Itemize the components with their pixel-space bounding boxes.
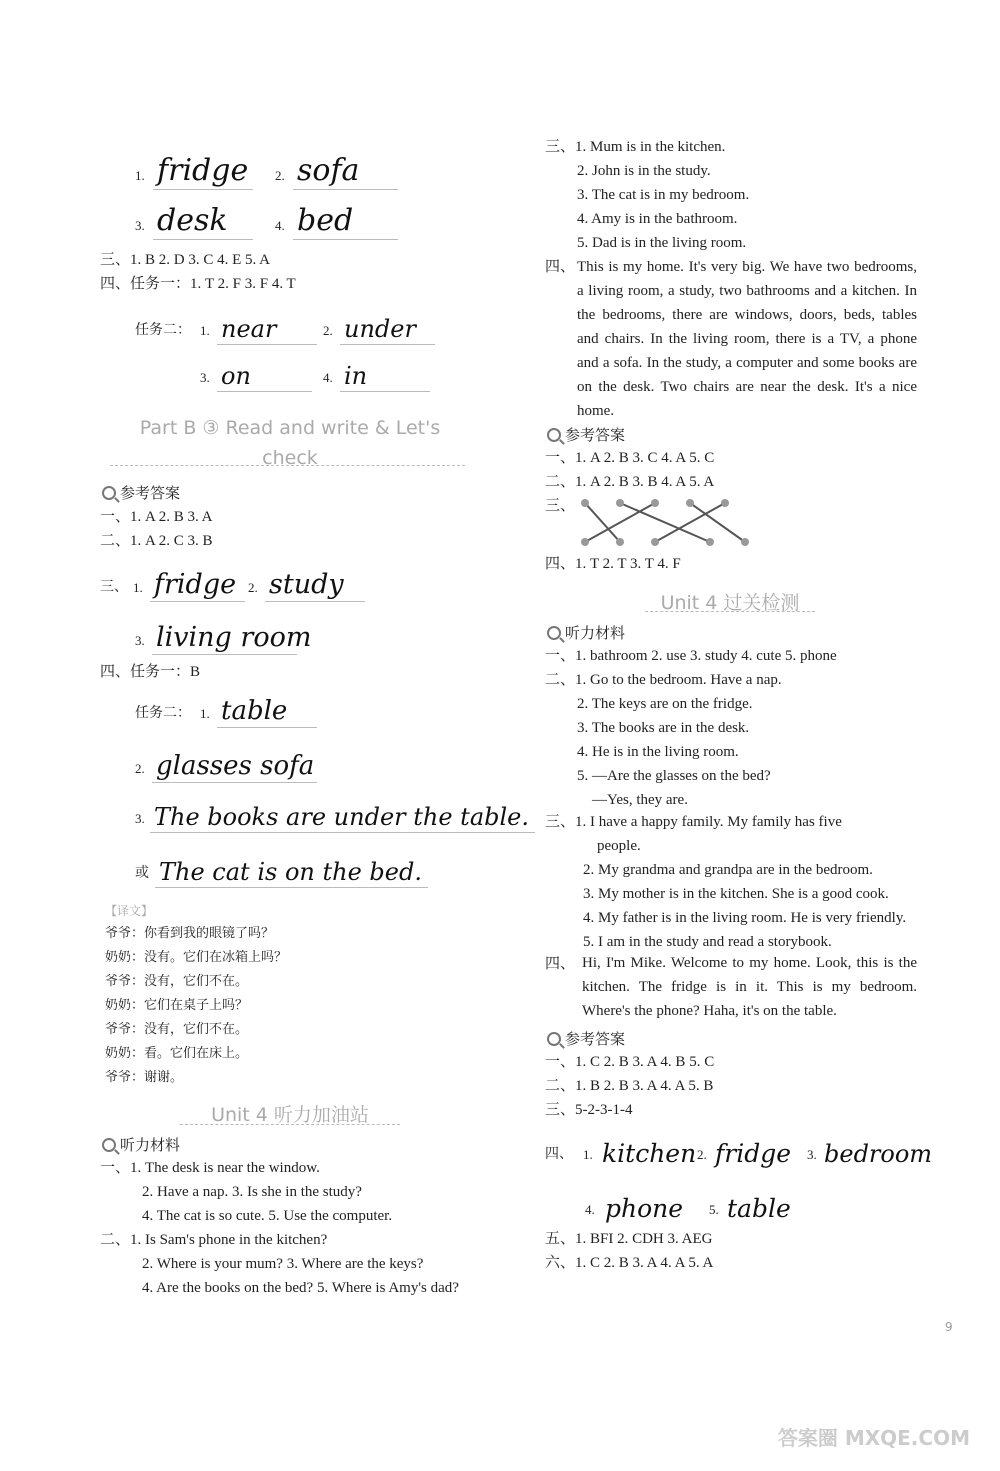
listen-line: 2. My grandma and grandpa are in the bedroom. <box>583 862 873 878</box>
answer-label-text: 参考答案 <box>120 484 181 502</box>
listen-line: 三、1. I have a happy family. My family has five <box>545 814 842 830</box>
listen-line: 5. I am in the study and read a storybook. <box>583 934 832 950</box>
listen-line: 3. The books are in the desk. <box>577 720 750 736</box>
search-icon <box>547 428 561 442</box>
hw-num: 2. <box>697 1147 707 1162</box>
listen-line: 4. Amy is in the bathroom. <box>577 211 738 227</box>
hw-row-11 <box>545 1125 933 1169</box>
hw-row-10 <box>135 850 480 888</box>
hw-word: sofa <box>293 153 398 190</box>
hw-word: under <box>340 315 435 345</box>
hw-num: 或 <box>135 866 149 881</box>
matching-diagram <box>575 495 755 550</box>
translation-line: 爷爷：没有，它们不在。 <box>105 974 249 989</box>
listen-label-text: 听力材料 <box>565 624 626 642</box>
hw-num: 1. <box>135 168 145 183</box>
translation-tag: 【译文】 <box>105 904 154 918</box>
section-prefix: 四、 <box>545 259 576 275</box>
hw-word: study <box>265 569 365 602</box>
listen-line: 4. The cat is so cute. 5. Use the computer. <box>142 1208 393 1224</box>
translation-line: 奶奶：没有。它们在冰箱上吗？ <box>105 950 288 965</box>
hw-word: bed <box>293 203 398 240</box>
match-dot <box>706 538 714 546</box>
translation-line: 爷爷：没有，它们不在。 <box>105 1022 249 1037</box>
hw-num: 2. <box>275 168 285 183</box>
hw-row-4 <box>200 357 460 392</box>
match-dot <box>581 538 589 546</box>
hw-word: table <box>217 696 317 728</box>
watermark: 答案圈 MXQE.COM <box>777 1426 970 1450</box>
hw-word: near <box>217 315 317 345</box>
hw-num: 1. <box>200 323 210 338</box>
hw-row-12 <box>585 1180 885 1224</box>
hw-word: bedroom <box>824 1140 933 1168</box>
listen-line: 三、1. Mum is in the kitchen. <box>545 139 726 155</box>
hw-row-3 <box>135 305 465 345</box>
answer-line: 三、5-2-3-1-4 <box>545 1102 633 1118</box>
hw-word: living room <box>152 622 297 655</box>
page-number: 9 <box>945 1320 953 1334</box>
listen-line: 5. —Are the glasses on the bed? <box>577 768 771 784</box>
hw-num: 4. <box>275 218 285 233</box>
section-title: check <box>262 447 318 469</box>
answer-line: 五、1. BFI 2. CDH 3. AEG <box>545 1231 713 1247</box>
divider <box>180 1124 400 1125</box>
answer-line: 四、任务一：B <box>100 664 201 680</box>
divider <box>110 465 465 466</box>
passage: This is my home. It's very big. We have two bedrooms, a living room, a study, two bathrooms and a kitchen. In the bedrooms, there are windows, doors, beds, tables and chairs. In the living room, there is a TV, a phone and a sofa. In the study, a computer and some books are on the desk. Two chairs are near the desk. It's a nice home. <box>577 259 917 419</box>
match-dot <box>686 499 694 507</box>
listen-line: 4. He is in the living room. <box>577 744 739 760</box>
listen-line: 3. My mother is in the kitchen. She is a good cook. <box>583 886 889 902</box>
answer-line: 二、1. A 2. C 3. B <box>100 533 213 549</box>
answer-label <box>547 1028 625 1049</box>
hw-num: 2. <box>135 761 145 776</box>
hw-num: 1. <box>583 1147 593 1162</box>
match-dot <box>721 499 729 507</box>
section-prefix: 四、 <box>545 956 576 972</box>
listen-line: 一、1. bathroom 2. use 3. study 4. cute 5. phone <box>545 648 837 664</box>
hw-num: 3. <box>135 811 145 826</box>
listen-line: 二、1. Go to the bedroom. Have a nap. <box>545 672 782 688</box>
passage: Hi, I'm Mike. Welcome to my home. Look, this is the kitchen. The fridge is in it. This is my bedroom. Where's the phone? Haha, it's on the table. <box>582 955 917 1019</box>
listen-line: 5. Dad is in the living room. <box>577 235 747 251</box>
translation-line: 奶奶：它们在桌子上吗？ <box>105 998 249 1013</box>
answer-line: 一、1. C 2. B 3. A 4. B 5. C <box>545 1054 715 1070</box>
match-dot <box>581 499 589 507</box>
listen-line: 4. My father is in the living room. He is very friendly. <box>583 910 907 926</box>
listen-line: people. <box>597 838 641 854</box>
hw-word: fridge <box>715 1139 792 1168</box>
match-dot <box>616 538 624 546</box>
listen-line: 4. Are the books on the bed? 5. Where is Amy's dad? <box>142 1280 459 1296</box>
answer-line: 六、1. C 2. B 3. A 4. A 5. A <box>545 1255 714 1271</box>
listen-label-text: 听力材料 <box>120 1136 181 1154</box>
listen-line: —Yes, they are. <box>592 792 688 808</box>
section-prefix: 三、 <box>100 580 128 595</box>
hw-word: phone <box>605 1194 684 1223</box>
match-dot <box>616 499 624 507</box>
hw-word: on <box>217 362 312 392</box>
hw-num: 3. <box>807 1147 817 1162</box>
answer-label <box>547 424 625 445</box>
hw-num: 2. <box>248 580 258 595</box>
listen-line: 二、1. Is Sam's phone in the kitchen? <box>100 1232 328 1248</box>
hw-row-8 <box>135 745 465 783</box>
listen-line: 一、1. The desk is near the window. <box>100 1160 320 1176</box>
hw-num: 4. <box>585 1202 595 1217</box>
answer-line: 四、任务一：1. T 2. F 3. F 4. T <box>100 276 296 292</box>
answer-line: 四、1. T 2. T 3. T 4. F <box>545 556 681 572</box>
listen-line: 2. John is in the study. <box>577 163 711 179</box>
task-label: 任务二： <box>135 323 191 338</box>
translation-line: 爷爷：你看到我的眼镜了吗？ <box>105 926 275 941</box>
answer-label <box>102 482 180 503</box>
hw-row-2 <box>135 195 465 240</box>
match-dot <box>651 538 659 546</box>
hw-row-1 <box>135 145 465 190</box>
hw-word: fridge <box>150 569 245 602</box>
hw-num: 4. <box>323 370 333 385</box>
hw-word: in <box>340 362 430 392</box>
task-label: 任务二： <box>135 706 191 721</box>
hw-word: kitchen <box>602 1139 697 1168</box>
hw-num: 3. <box>135 218 145 233</box>
hw-num: 2. <box>323 323 333 338</box>
listen-label <box>547 622 625 643</box>
hw-num: 5. <box>709 1202 719 1217</box>
hw-word: table <box>727 1194 791 1223</box>
hw-word: The books are under the table. <box>150 803 535 833</box>
answer-line: 三、 <box>545 498 576 514</box>
answer-line: 一、1. A 2. B 3. C 4. A 5. C <box>545 450 715 466</box>
translation-line: 奶奶：看。它们在床上。 <box>105 1046 249 1061</box>
listen-label <box>102 1134 180 1155</box>
listen-line: 3. The cat is in my bedroom. <box>577 187 750 203</box>
hw-row-9 <box>135 795 529 833</box>
hw-num: 1. <box>200 706 210 721</box>
match-dot <box>741 538 749 546</box>
hw-num: 3. <box>200 370 210 385</box>
answer-line: 一、1. A 2. B 3. A <box>100 509 213 525</box>
answer-label-text: 参考答案 <box>565 1030 626 1048</box>
hw-num: 3. <box>135 633 145 648</box>
hw-row-7 <box>135 690 465 728</box>
answer-line: 三、1. B 2. D 3. C 4. E 5. A <box>100 252 271 268</box>
section-prefix: 四、 <box>545 1147 573 1162</box>
search-icon <box>102 1138 116 1152</box>
translation-line: 爷爷：谢谢。 <box>105 1070 184 1085</box>
match-dot <box>651 499 659 507</box>
listen-line: 2. Where is your mum? 3. Where are the keys? <box>142 1256 424 1272</box>
hw-row-6 <box>135 613 465 655</box>
answer-label-text: 参考答案 <box>565 426 626 444</box>
answer-line: 二、1. B 2. B 3. A 4. A 5. B <box>545 1078 714 1094</box>
listen-line: 2. Have a nap. 3. Is she in the study? <box>142 1184 362 1200</box>
hw-word: The cat is on the bed. <box>155 858 428 888</box>
section-title: Unit 4 听力加油站 <box>211 1104 369 1126</box>
search-icon <box>547 1032 561 1046</box>
hw-word: glasses sofa <box>152 751 317 783</box>
hw-row-5 <box>100 560 480 602</box>
search-icon <box>547 626 561 640</box>
section-title: Unit 4 过关检测 <box>660 592 800 614</box>
answer-line: 二、1. A 2. B 3. B 4. A 5. A <box>545 474 715 490</box>
search-icon <box>102 486 116 500</box>
listen-line: 2. The keys are on the fridge. <box>577 696 753 712</box>
hw-word: fridge <box>153 153 253 190</box>
hw-num: 1. <box>133 580 143 595</box>
section-title: Part B ③ Read and write & Let's <box>139 417 441 439</box>
divider <box>645 611 815 612</box>
hw-word: desk <box>153 203 253 240</box>
